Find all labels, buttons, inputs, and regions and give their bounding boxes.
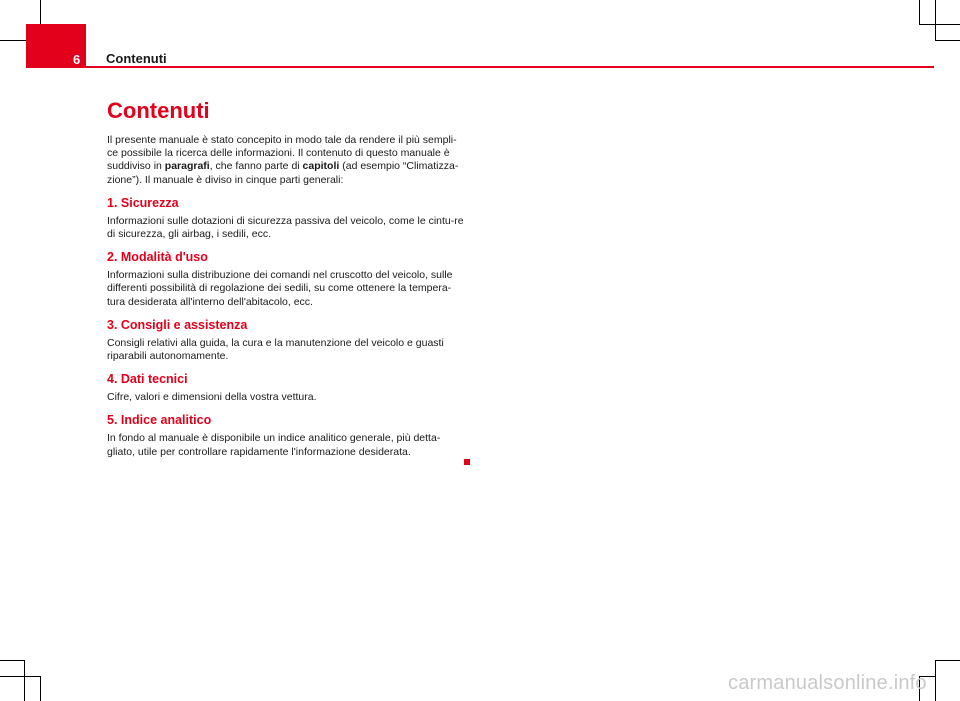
crop-mark <box>935 40 960 41</box>
page-number: 6 <box>73 52 81 67</box>
crop-mark <box>0 660 24 661</box>
section-text-modalita-uso: Informazioni sulla distribuzione dei comandi nel cruscotto del veicolo, sulle differenti possibilità di regolazione dei sedili, su come ottenere la tempera-tura desiderata all'interno dell'abitacolo, ecc. <box>107 269 453 308</box>
crop-mark <box>935 660 936 701</box>
crop-mark <box>919 24 960 25</box>
section-title-dati-tecnici: 4. Dati tecnici <box>107 372 188 387</box>
crop-mark <box>935 660 960 661</box>
intro-text-3: (ad esempio “Climatizza-zione”). Il manuale è diviso in cinque parti generali: <box>107 160 459 186</box>
crop-mark <box>0 676 40 677</box>
section-text-dati-tecnici: Cifre, valori e dimensioni della vostra vettura. <box>107 391 317 404</box>
section-title-consigli: 3. Consigli e assistenza <box>107 317 248 332</box>
page-content <box>107 98 467 459</box>
section-title-sicurezza: 1. Sicurezza <box>107 195 179 210</box>
section-text-indice: In fondo al manuale è disponibile un indice analitico generale, più detta-gliato, utile per controllare rapidamente l'informazione desiderata. <box>107 432 441 458</box>
header-rule <box>86 66 934 68</box>
section-title-modalita-uso: 2. Modalità d'uso <box>107 250 208 265</box>
crop-mark <box>24 660 25 701</box>
section-title-indice: 5. Indice analitico <box>107 413 212 428</box>
intro-bold-paragrafi: paragrafi <box>164 160 210 173</box>
intro-text-1: Il presente manuale è stato concepito in modo tale da rendere il più sempli-ce possibile la ricerca delle informazioni. Il contenuto di questo manuale è suddiviso in <box>107 134 457 173</box>
crop-mark <box>935 0 936 40</box>
intro-bold-capitoli: capitoli <box>302 160 340 173</box>
header-title: Contenuti <box>106 51 167 66</box>
watermark: carmanualsonline.info <box>728 672 927 694</box>
section-text-sicurezza: Informazioni sulle dotazioni di sicurezza passiva del veicolo, come le cintu-re di sicurezza, gli airbag, i sedili, ecc. <box>107 214 464 241</box>
page-title: Contenuti <box>107 98 210 123</box>
end-of-section-marker <box>464 459 470 465</box>
crop-mark <box>919 0 920 24</box>
intro-text-2: , che fanno parte di <box>209 160 303 173</box>
intro-paragraph <box>107 134 467 187</box>
section-text-consigli: Consigli relativi alla guida, la cura e la manutenzione del veicolo e guasti riparabili autonomamente. <box>107 336 444 363</box>
crop-mark <box>40 676 41 701</box>
